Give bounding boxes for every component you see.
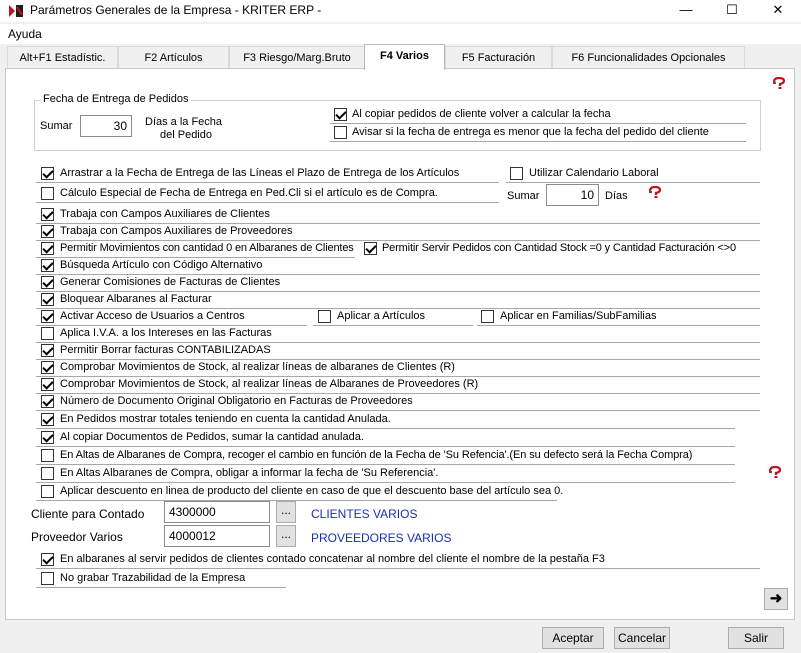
aux-clientes-label: Trabaja con Campos Auxiliares de Clientes [60, 208, 270, 220]
tab-articulos[interactable]: F2 Artículos [118, 46, 229, 68]
warn-date-checkbox[interactable] [334, 126, 347, 139]
proveedor-varios-input[interactable]: 4000012 [164, 525, 270, 547]
maximize-button[interactable]: ☐ [726, 2, 738, 17]
num-documento-checkbox[interactable] [41, 395, 54, 408]
tab-estadistic[interactable]: Alt+F1 Estadístic. [7, 46, 118, 68]
servir-pedidos-checkbox[interactable] [364, 242, 377, 255]
recalc-label: Al copiar pedidos de cliente volver a calcular la fecha [352, 108, 611, 120]
busqueda-checkbox[interactable] [41, 259, 54, 272]
comisiones-checkbox[interactable] [41, 276, 54, 289]
arrastrar-label: Arrastrar a la Fecha de Entrega de las Líneas el Plazo de Entrega de los Artículos [60, 167, 460, 179]
help-icon[interactable] [772, 77, 786, 89]
aux-proveedores-checkbox[interactable] [41, 225, 54, 238]
concatenar-checkbox[interactable] [41, 553, 54, 566]
stock-proveedores-checkbox[interactable] [41, 378, 54, 391]
accept-button[interactable] [542, 627, 604, 649]
help-icon[interactable] [768, 466, 782, 478]
proveedor-varios-name: PROVEEDORES VARIOS [311, 531, 452, 545]
cancel-button-label: Cancelar [617, 631, 667, 645]
accept-button-label: Aceptar [552, 631, 594, 645]
aplicar-familias-label: Aplicar en Familias/SubFamilias [500, 310, 657, 322]
exit-button-label: Salir [743, 631, 768, 645]
calculo-days-label: Días [605, 190, 628, 202]
sumar-anulada-checkbox[interactable] [41, 431, 54, 444]
window-title: Parámetros Generales de la Empresa - KRITER ERP - [30, 3, 322, 17]
descuento-checkbox[interactable] [41, 485, 54, 498]
app-logo-icon [8, 4, 24, 18]
aplicar-articulos-label: Aplicar a Artículos [337, 310, 426, 322]
stock-clientes-checkbox[interactable] [41, 361, 54, 374]
exit-button[interactable] [728, 627, 784, 649]
iva-checkbox[interactable] [41, 327, 54, 340]
tab-funcionalidades[interactable]: F6 Funcionalidades Opcionales [552, 46, 745, 68]
cliente-lookup-button[interactable]: ... [276, 501, 296, 523]
tab-riesgo[interactable]: F3 Riesgo/Marg.Bruto [229, 46, 365, 68]
arrastrar-checkbox[interactable] [41, 167, 54, 180]
proveedor-varios-label: Proveedor Varios [31, 530, 123, 544]
aux-proveedores-label: Trabaja con Campos Auxiliares de Proveedores [60, 225, 293, 237]
concatenar-label: En albaranes al servir pedidos de clientes contado concatenar al nombre del cliente el nombre de la pestaña F3 [60, 553, 605, 565]
close-button[interactable]: ✕ [772, 2, 784, 17]
iva-label: Aplica I.V.A. a los Intereses en las Facturas [60, 327, 272, 339]
delivery-days-label-2: del Pedido [160, 129, 212, 141]
trazabilidad-label: No grabar Trazabilidad de la Empresa [60, 572, 246, 584]
calculo-days-input[interactable]: 10 [546, 184, 599, 206]
delivery-group-title: Fecha de Entrega de Pedidos [43, 93, 189, 105]
title-bar [0, 0, 801, 22]
bloquear-checkbox[interactable] [41, 293, 54, 306]
trazabilidad-checkbox[interactable] [41, 572, 54, 585]
descuento-label: Aplicar descuento en linea de producto del cliente en caso de que el descuento base del artículo sea 0. [60, 485, 564, 497]
warn-date-label: Avisar si la fecha de entrega es menor que la fecha del pedido del cliente [352, 126, 709, 138]
calculo-especial-label: Cálculo Especial de Fecha de Entrega en Ped.Cli si el artículo es de Compra. [60, 187, 438, 199]
sumar-anulada-label: Al copiar Documentos de Pedidos, sumar la cantidad anulada. [60, 431, 364, 443]
delivery-days-input[interactable]: 30 [80, 115, 132, 137]
minimize-button[interactable]: — [679, 2, 693, 17]
acceso-centros-label: Activar Acceso de Usuarios a Centros [60, 310, 245, 322]
busqueda-label: Búsqueda Artículo con Código Alternativo [60, 259, 263, 271]
altas-obligar-checkbox[interactable] [41, 467, 54, 480]
totales-anulada-label: En Pedidos mostrar totales teniendo en cuenta la cantidad Anulada. [60, 413, 391, 425]
cliente-contado-label: Cliente para Contado [31, 507, 145, 521]
comisiones-label: Generar Comisiones de Facturas de Clientes [60, 276, 281, 288]
aux-clientes-checkbox[interactable] [41, 208, 54, 221]
menu-bar [0, 24, 801, 44]
servir-pedidos-label: Permitir Servir Pedidos con Cantidad Stock =0 y Cantidad Facturación <>0 [382, 242, 736, 254]
aplicar-familias-checkbox[interactable] [481, 310, 494, 323]
recalc-checkbox[interactable] [334, 108, 347, 121]
delivery-sumar-label: Sumar [40, 120, 73, 132]
tab-facturacion[interactable]: F5 Facturación [445, 46, 552, 68]
stock-proveedores-label: Comprobar Movimientos de Stock, al realizar líneas de Albaranes de Proveedores (R) [60, 378, 479, 390]
aplicar-articulos-checkbox[interactable] [318, 310, 331, 323]
cancel-button[interactable] [614, 627, 670, 649]
calendario-label: Utilizar Calendario Laboral [529, 167, 659, 179]
calculo-sumar-label: Sumar [507, 190, 540, 202]
stock-clientes-label: Comprobar Movimientos de Stock, al realizar líneas de albaranes de Clientes (R) [60, 361, 455, 373]
delivery-days-label-1: Días a la Fecha [145, 116, 223, 128]
cliente-contado-input[interactable]: 4300000 [164, 501, 270, 523]
altas-recoger-checkbox[interactable] [41, 449, 54, 462]
next-arrow-button[interactable]: ➜ [764, 588, 788, 610]
altas-recoger-label: En Altas de Albaranes de Compra, recoger el cambio en función de la Fecha de 'Su Refencia'.(En su defecto será la Fecha Compra) [60, 449, 693, 461]
calculo-especial-checkbox[interactable] [41, 187, 54, 200]
proveedor-lookup-button[interactable]: ... [276, 525, 296, 547]
cliente-contado-name: CLIENTES VARIOS [311, 507, 418, 521]
mov-cero-checkbox[interactable] [41, 242, 54, 255]
mov-cero-label: Permitir Movimientos con cantidad 0 en Albaranes de Clientes [60, 242, 354, 254]
num-documento-label: Número de Documento Original Obligatorio en Facturas de Proveedores [60, 395, 413, 407]
borrar-facturas-label: Permitir Borrar facturas CONTABILIZADAS [60, 344, 271, 356]
help-icon[interactable] [648, 186, 662, 198]
calendario-checkbox[interactable] [510, 167, 523, 180]
borrar-facturas-checkbox[interactable] [41, 344, 54, 357]
tab-varios[interactable]: F4 Varios [364, 44, 445, 70]
menu-help[interactable]: Ayuda [8, 27, 42, 41]
acceso-centros-checkbox[interactable] [41, 310, 54, 323]
bloquear-label: Bloquear Albaranes al Facturar [60, 293, 212, 305]
altas-obligar-label: En Altas Albaranes de Compra, obligar a informar la fecha de 'Su Referencia'. [60, 467, 439, 479]
totales-anulada-checkbox[interactable] [41, 413, 54, 426]
